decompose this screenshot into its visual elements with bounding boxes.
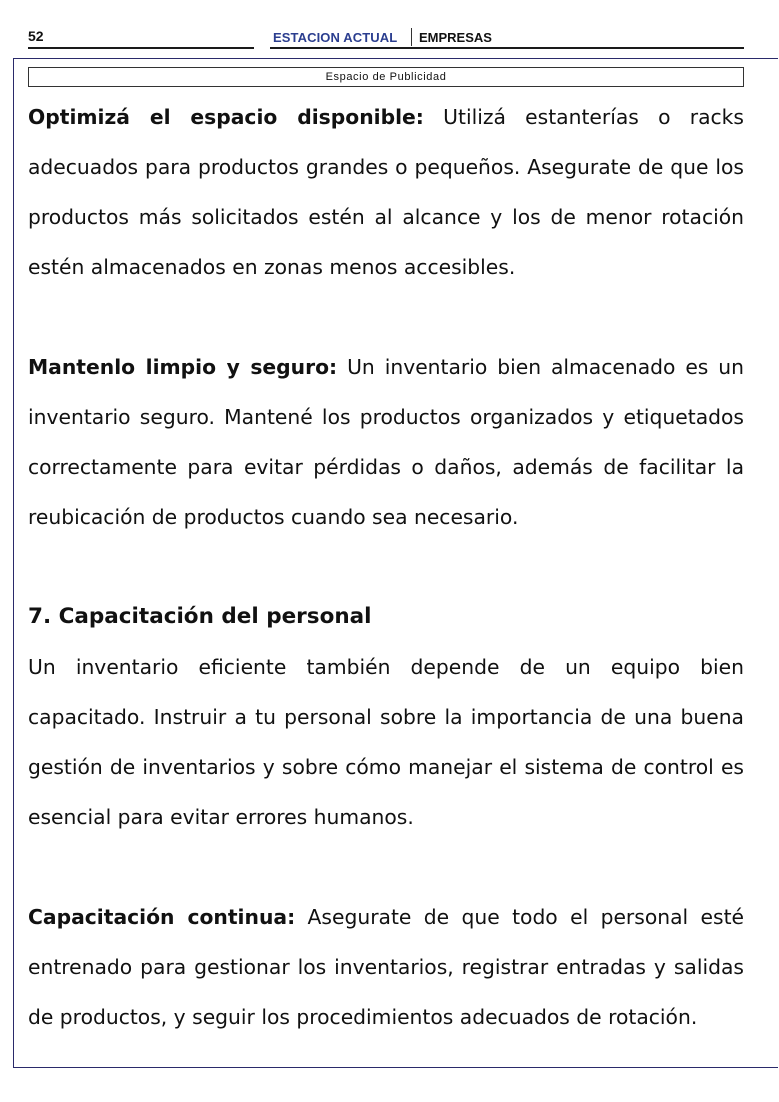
- paragraph-text: Un inventario bien almacenado es un inventario seguro. Mantené los productos organizados y etiquetados correctamente para evitar pérdidas o daños, además de facilitar la reubicación de productos cuando sea necesario.: [28, 355, 744, 529]
- paragraph-spacer: [28, 292, 744, 342]
- article-body: [28, 92, 744, 1042]
- paragraph-spacer: [28, 842, 744, 892]
- paragraph-text: Asegurate de que todo el personal esté entrenado para gestionar los inventarios, registrar entradas y salidas de productos, y seguir los procedimientos adecuados de rotación.: [28, 905, 745, 1029]
- paragraph-optimize-space: [28, 92, 744, 292]
- paragraph-text: Utilizá estanterías o racks adecuados para productos grandes o pequeños. Asegurate de que los productos más solicitados estén al alcance y los de menor rotación estén almacenados en zonas menos accesibles.: [28, 105, 744, 279]
- section-heading: 7. Capacitación del personal: [28, 604, 372, 629]
- paragraph-spacer: [28, 542, 744, 592]
- paragraph-lead: Optimizá el espacio disponible:: [28, 105, 424, 129]
- paragraph-continuous-training: [28, 892, 744, 1042]
- header-category: EMPRESAS: [419, 30, 492, 45]
- paragraph-keep-clean: [28, 342, 744, 542]
- paragraph-training-intro: [28, 642, 744, 842]
- paragraph-lead: Mantenlo limpio y seguro:: [28, 355, 338, 379]
- header-rule-right: [270, 47, 744, 49]
- paragraph-lead: Capacitación continua:: [28, 905, 296, 929]
- header-rule-left: [28, 47, 254, 49]
- paragraph-text: Un inventario eficiente también depende de un equipo bien capacitado. Instruir a tu personal sobre la importancia de una buena gestión de inventarios y sobre cómo manejar el sistema de control es esencial para evitar errores humanos.: [28, 655, 744, 829]
- ad-space-banner: Espacio de Publicidad: [28, 67, 744, 87]
- header-section-title: ESTACION ACTUAL: [273, 30, 398, 45]
- page-number: 52: [28, 28, 44, 44]
- header-divider: [411, 28, 412, 46]
